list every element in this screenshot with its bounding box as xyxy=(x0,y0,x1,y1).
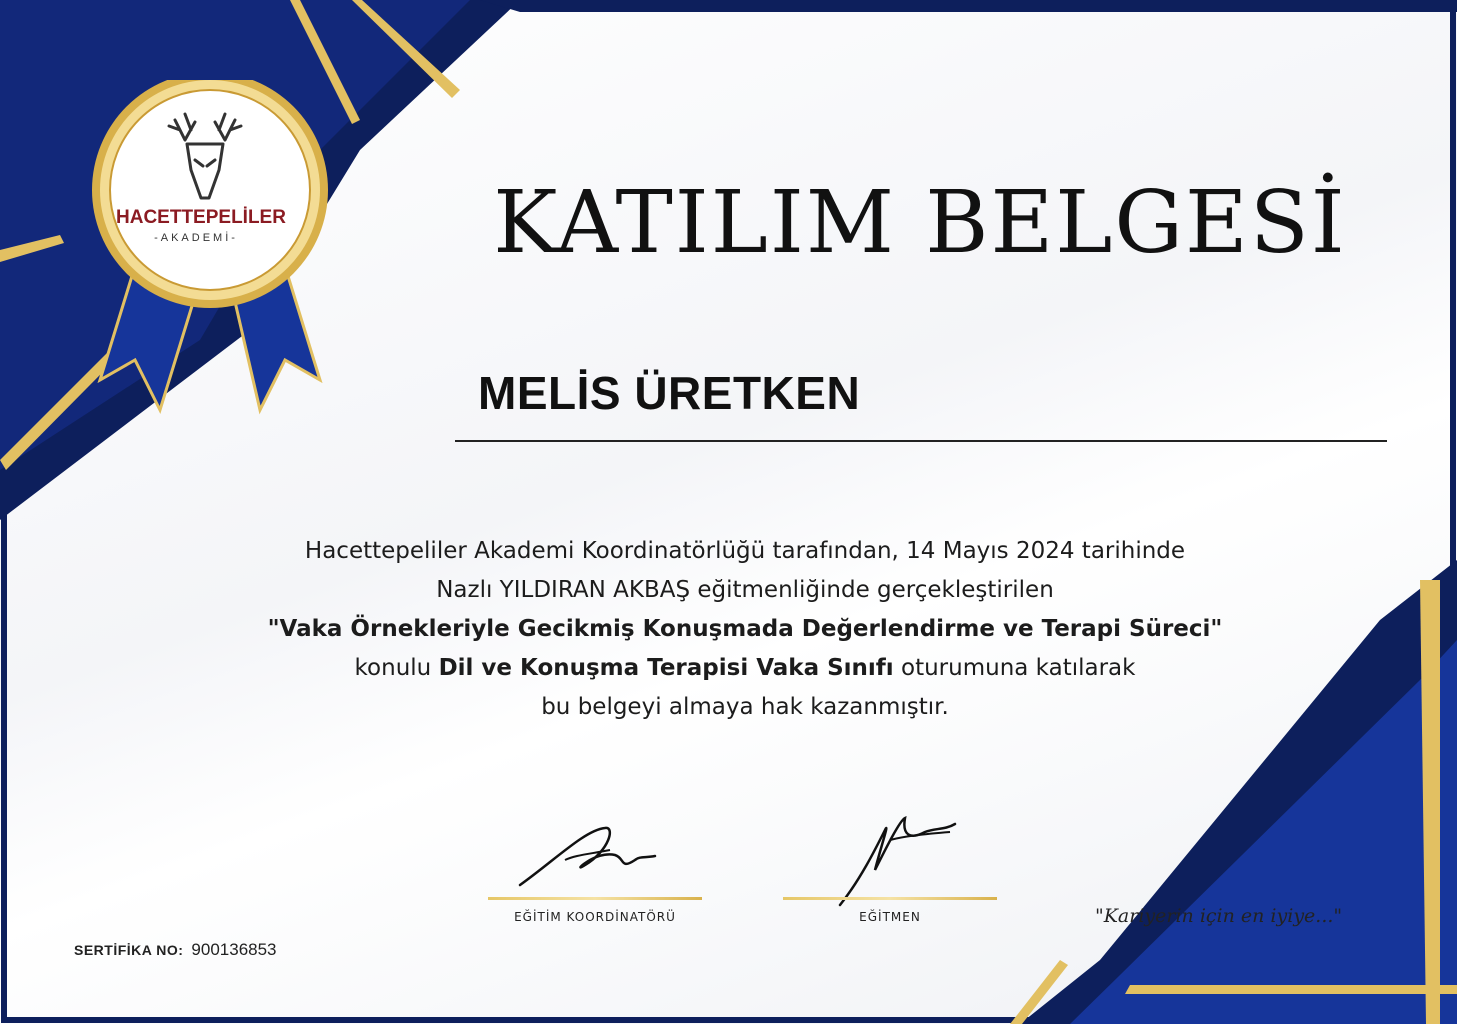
certificate-number xyxy=(74,940,277,960)
instructor-signature-line xyxy=(783,897,997,900)
deer-head-icon xyxy=(165,110,245,205)
seal-sub-text: -AKADEMİ- xyxy=(154,232,238,244)
body-line-4-suffix: oturumuna katılarak xyxy=(893,655,1136,681)
seal-brand-text: HACETTEPELİLER xyxy=(116,207,286,228)
session-name: Dil ve Konuşma Terapisi Vaka Sınıfı xyxy=(438,655,894,681)
coordinator-signature xyxy=(515,820,665,890)
certificate-title: KATILIM BELGESİ xyxy=(493,173,1347,273)
certificate-number-label: SERTİFİKA NO: xyxy=(74,942,184,958)
name-underline xyxy=(455,440,1387,442)
certificate-number-value: 900136853 xyxy=(191,940,277,959)
course-title: "Vaka Örnekleriyle Gecikmiş Konuşmada Değerlendirme ve Terapi Süreci" xyxy=(267,616,1223,642)
coordinator-label: EĞİTİM KOORDİNATÖRÜ xyxy=(514,910,676,924)
certificate-body xyxy=(160,532,1330,727)
body-line-4-prefix: konulu xyxy=(354,655,439,681)
coordinator-signature-line xyxy=(488,897,702,900)
slogan: "Kariyerin için en iyiye..." xyxy=(1095,905,1343,927)
body-line-4 xyxy=(160,649,1330,688)
instructor-signature xyxy=(830,810,970,910)
body-line-1: Hacettepeliler Akademi Koordinatörlüğü tarafından, 14 Mayıs 2024 tarihinde xyxy=(304,538,1186,564)
recipient-name: MELİS ÜRETKEN xyxy=(478,367,861,419)
body-line-5: bu belgeyi almaya hak kazanmıştır. xyxy=(541,694,949,720)
body-line-2: Nazlı YILDIRAN AKBAŞ eğitmenliğinde gerçekleştirilen xyxy=(436,577,1054,603)
instructor-label: EĞİTMEN xyxy=(859,910,921,924)
